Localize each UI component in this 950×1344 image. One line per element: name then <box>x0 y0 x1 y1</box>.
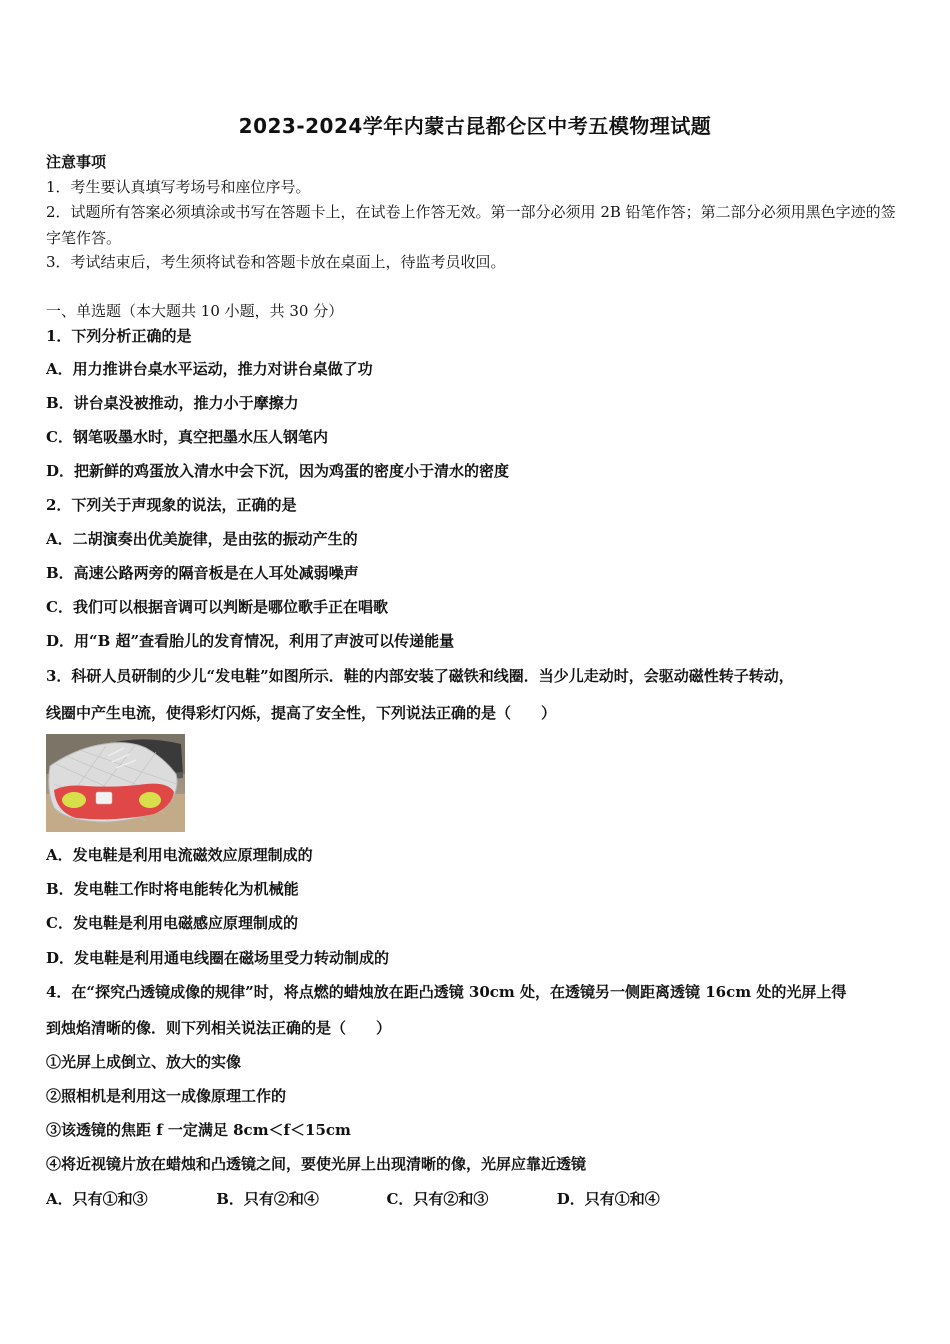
question-3-option-a: A．发电鞋是利用电流磁效应原理制成的 <box>46 846 313 864</box>
question-1-option-c: C．钢笔吸墨水时，真空把墨水压人钢笔内 <box>46 428 328 446</box>
question-2-option-b: B．高速公路两旁的隔音板是在人耳处减弱噪声 <box>46 564 359 582</box>
question-3-option-c: C．发电鞋是利用电磁感应原理制成的 <box>46 914 298 932</box>
question-4-option-b: B．只有②和④ <box>216 1190 319 1208</box>
question-4-statement-2: ②照相机是利用这一成像原理工作的 <box>46 1087 287 1105</box>
question-4-option-c: C．只有②和③ <box>386 1190 489 1208</box>
notice-item-3: 3．考试结束后，考生须将试卷和答题卡放在桌面上，待监考员收回。 <box>46 253 506 271</box>
question-3-stem-line-2: 线圈中产生电流，使得彩灯闪烁，提高了安全性，下列说法正确的是（ ） <box>46 704 557 722</box>
question-4-stem-line-2: 到烛焰清晰的像．则下列相关说法正确的是（ ） <box>46 1019 392 1037</box>
question-2-option-a: A．二胡演奏出优美旋律，是由弦的振动产生的 <box>46 530 358 548</box>
question-2-option-c: C．我们可以根据音调可以判断是哪位歌手正在唱歌 <box>46 598 388 616</box>
question-1-stem: 1．下列分析正确的是 <box>46 327 192 345</box>
question-2-option-d: D．用“B 超”查看胎儿的发育情况，利用了声波可以传递能量 <box>46 632 455 650</box>
notice-item-1: 1．考生要认真填写考场号和座位序号。 <box>46 178 311 196</box>
question-1-option-a: A．用力推讲台桌水平运动，推力对讲台桌做了功 <box>46 360 373 378</box>
notice-heading: 注意事项 <box>46 153 107 171</box>
question-4-option-d: D．只有①和④ <box>556 1190 660 1208</box>
page-title: 2023-2024学年内蒙古昆都仑区中考五模物理试题 <box>238 114 712 138</box>
question-4-statement-4: ④将近视镜片放在蜡烛和凸透镜之间，要使光屏上出现清晰的像，光屏应靠近透镜 <box>46 1155 587 1173</box>
question-3-option-d: D．发电鞋是利用通电线圈在磁场里受力转动制成的 <box>46 949 390 967</box>
question-4-stem-line-1: 4．在“探究凸透镜成像的规律”时，将点燃的蜡烛放在距凸透镜 30cm 处，在透镜另一侧距离透镜 16cm 处的光屏上得 <box>46 983 847 1001</box>
question-4-statement-1: ①光屏上成倒立、放大的实像 <box>46 1053 242 1071</box>
question-3-option-b: B．发电鞋工作时将电能转化为机械能 <box>46 880 299 898</box>
question-3-stem-line-1: 3．科研人员研制的少儿“发电鞋”如图所示．鞋的内部安装了磁铁和线圈．当少儿走动时，会驱动磁性转子转动， <box>46 667 794 685</box>
generator-shoe-image <box>46 734 185 832</box>
question-4-options <box>46 1188 660 1209</box>
question-4-option-a: A．只有①和③ <box>46 1190 148 1208</box>
notice-item-2: 2．试题所有答案必须填涂或书写在答题卡上，在试卷上作答无效。第一部分必须用 2B 铅笔作答；第二部分必须用黑色字迹的签字笔作答。 <box>46 203 896 247</box>
question-4-statement-3: ③该透镜的焦距 f 一定满足 8cm＜f＜15cm <box>46 1121 351 1139</box>
question-2-stem: 2．下列关于声现象的说法，正确的是 <box>46 496 297 514</box>
section-heading: 一、单选题（本大题共 10 小题，共 30 分） <box>46 302 344 320</box>
question-1-option-d: D．把新鲜的鸡蛋放入清水中会下沉，因为鸡蛋的密度小于清水的密度 <box>46 462 510 480</box>
question-1-option-b: B．讲台桌没被推动，推力小于摩擦力 <box>46 394 299 412</box>
